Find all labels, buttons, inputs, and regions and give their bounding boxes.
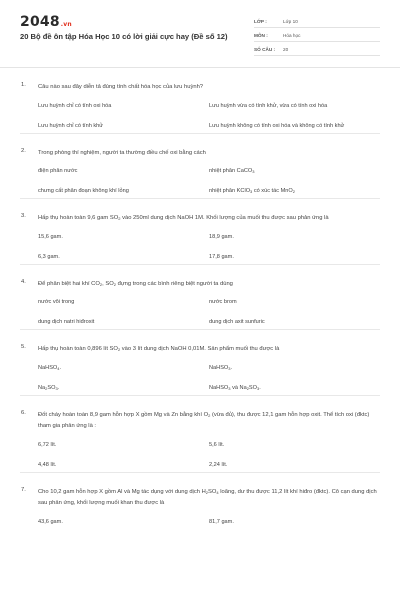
- question-text: Hấp thụ hoàn toàn 9,6 gam $SO_2$ vào 250ml dung dịch NaOH 1M. Khối lượng của muối thu được sau phản ứng là: [38, 215, 329, 221]
- logo-suffix: .vn: [60, 21, 72, 28]
- question-item: [0, 213, 400, 262]
- answer-option[interactable]: 81,7 gam.: [209, 518, 234, 525]
- answer-option[interactable]: 43,6 gam.: [38, 518, 63, 525]
- answer-options: [38, 441, 380, 470]
- answer-option[interactable]: Lưu huỳnh chỉ có tính khử: [38, 122, 104, 129]
- question-number: 7.: [21, 486, 26, 493]
- answer-option[interactable]: Lưu huỳnh vừa có tính khử, vừa có tính oxi hóa: [209, 102, 328, 109]
- question-number: 2.: [21, 147, 26, 154]
- answer-option[interactable]: nước vôi trong: [38, 299, 75, 305]
- question-text: Câu nào sau đây diễn tả đúng tính chất hóa học của lưu huỳnh?: [38, 84, 204, 90]
- answer-option[interactable]: Lưu huỳnh chỉ có tính oxi hóa: [38, 102, 112, 109]
- answer-options: [38, 233, 380, 262]
- answer-option[interactable]: 5,6 lít.: [209, 441, 225, 448]
- question-item: [0, 82, 400, 131]
- meta-row-subject: [254, 29, 380, 42]
- question-item: [0, 279, 400, 328]
- question-text: Đốt cháy hoàn toàn 8,9 gam hỗn hợp X gồm Mg và Zn bằng khí $O_2$ (vừa đủ), thu được 12,1 gam hỗn hợp oxit. Thể tích oxi (đktc) tham gia phản ứng là :: [38, 411, 370, 429]
- site-logo[interactable]: [20, 14, 72, 30]
- question-text: Cho 10,2 gam hỗn hợp X gồm Al và Mg tác dụng với dung dịch $H_2SO_4$ loãng, dư thu được 11,2 lít khí hiđro (đktc). Cô cạn dung dịch sau phản ứng, khối lượng muối khan thu được là: [38, 488, 377, 506]
- question-item: [0, 410, 400, 470]
- question-number: 1.: [21, 82, 26, 88]
- answer-option[interactable]: dung dịch natri hiđroxit: [38, 319, 95, 325]
- question-number: 6.: [21, 409, 26, 416]
- answer-option[interactable]: 17,8 gam.: [209, 253, 234, 260]
- answer-option[interactable]: NaHSO$_3$.: [209, 364, 233, 371]
- answer-option[interactable]: $Na_2SO_3$.: [38, 384, 60, 391]
- answer-options: [38, 102, 380, 131]
- answer-option[interactable]: 18,9 gam.: [209, 233, 234, 240]
- answer-option[interactable]: 6,3 gam.: [38, 253, 60, 260]
- question-list: [0, 82, 400, 538]
- meta-value: 20: [283, 46, 289, 52]
- answer-options: [38, 167, 380, 196]
- answer-option[interactable]: NaHSO$_3$ và $Na_2SO_3$.: [209, 384, 261, 391]
- meta-row-grade: [254, 15, 380, 28]
- question-number: 4.: [21, 278, 26, 285]
- question-number: 5.: [21, 344, 26, 350]
- answer-option[interactable]: 6,72 lít.: [38, 441, 57, 448]
- answer-option[interactable]: điện phân nước: [38, 168, 78, 174]
- question-text: Trong phòng thí nghiệm, người ta thường điều chế oxi bằng cách: [38, 149, 206, 156]
- answer-options: [38, 298, 380, 327]
- answer-option[interactable]: NaHSO$_4$.: [38, 364, 62, 371]
- question-text: Để phân biệt hai khí $CO_2$, $SO_2$ đựng trong các bình riêng biệt người ta dùng: [38, 280, 233, 287]
- answer-option[interactable]: dung dịch axit sunfuric: [209, 319, 265, 325]
- answer-option[interactable]: nhiệt phân KClO$_3$ có xúc tác MnO$_2$: [209, 188, 295, 194]
- meta-key: MÔN :: [254, 32, 268, 38]
- answer-option[interactable]: chưng cất phân đoạn không khí lỏng: [38, 188, 129, 194]
- document-title: 20 Bộ đề ôn tập Hóa Học 10 có lời giải cực hay (Đề số 12): [20, 32, 228, 41]
- meta-key: SỐ CÂU :: [254, 46, 276, 52]
- answer-option[interactable]: 2,24 lít.: [209, 461, 228, 468]
- question-number: 3.: [21, 213, 26, 219]
- question-item: [0, 344, 400, 393]
- meta-value: Lớp 10: [283, 18, 298, 24]
- question-item: [0, 487, 400, 538]
- meta-row-question-count: [254, 43, 380, 56]
- answer-options: [38, 518, 380, 538]
- answer-option[interactable]: nhiệt phân CaCO$_3$: [209, 168, 255, 174]
- question-text: Hấp thụ hoàn toàn 0,896 lít $SO_2$ vào 3 lít dung dịch NaOH 0,01M. Sản phẩm muối thu được là: [38, 346, 280, 352]
- answer-options: [38, 364, 380, 393]
- header-divider: [0, 67, 400, 68]
- page-header: [0, 0, 400, 66]
- meta-key: LỚP :: [254, 18, 267, 24]
- answer-option[interactable]: 4,48 lít.: [38, 461, 57, 468]
- answer-option[interactable]: nước brom: [209, 299, 237, 305]
- answer-option[interactable]: Lưu huỳnh không có tính oxi hóa và không có tính khử: [209, 122, 345, 129]
- meta-value: Hóa học: [283, 32, 301, 38]
- document-meta: [254, 15, 380, 57]
- answer-option[interactable]: 15,6 gam.: [38, 233, 63, 240]
- logo-text: 2048: [20, 14, 60, 30]
- question-item: [0, 148, 400, 197]
